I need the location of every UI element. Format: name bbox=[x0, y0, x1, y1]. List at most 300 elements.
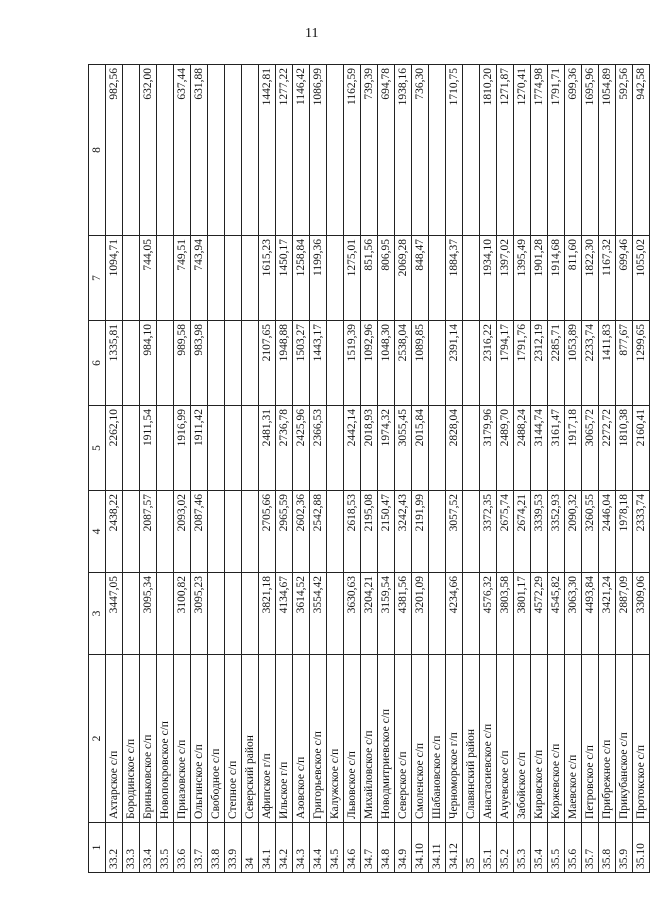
value-cell: 1442,81 bbox=[259, 65, 276, 236]
value-cell bbox=[242, 406, 259, 491]
row-number-cell: 33.4 bbox=[140, 823, 157, 873]
value-cell: 3614,52 bbox=[293, 573, 310, 655]
row-number-cell: 33.5 bbox=[157, 823, 174, 873]
rotated-table-wrapper bbox=[88, 65, 647, 873]
value-cell: 3242,43 bbox=[395, 491, 412, 573]
value-cell: 2015,84 bbox=[412, 406, 429, 491]
value-cell: 811,60 bbox=[565, 236, 582, 321]
value-cell: 2262,10 bbox=[106, 406, 123, 491]
column-header: 2 bbox=[89, 655, 106, 823]
row-number-cell: 35.3 bbox=[514, 823, 531, 873]
value-cell: 637,44 bbox=[174, 65, 191, 236]
value-cell: 1974,32 bbox=[378, 406, 395, 491]
value-cell: 2618,53 bbox=[344, 491, 361, 573]
value-cell bbox=[208, 321, 225, 406]
table-row bbox=[565, 65, 582, 873]
value-cell: 1258,84 bbox=[293, 236, 310, 321]
value-cell: 1048,30 bbox=[378, 321, 395, 406]
value-cell: 1914,68 bbox=[548, 236, 565, 321]
settlement-name-cell: Прикубанское с/п bbox=[616, 655, 633, 823]
value-cell: 744,05 bbox=[140, 236, 157, 321]
value-cell bbox=[429, 65, 446, 236]
value-cell: 2195,08 bbox=[361, 491, 378, 573]
table-row bbox=[361, 65, 378, 873]
value-cell: 877,67 bbox=[616, 321, 633, 406]
settlement-name-cell: Шабановское с/п bbox=[429, 655, 446, 823]
rotated-table-area bbox=[88, 65, 647, 873]
value-cell: 3161,47 bbox=[548, 406, 565, 491]
settlement-name-cell: Кировское с/п bbox=[531, 655, 548, 823]
value-cell: 1411,83 bbox=[599, 321, 616, 406]
value-cell: 3063,30 bbox=[565, 573, 582, 655]
value-cell: 699,46 bbox=[616, 236, 633, 321]
value-cell bbox=[242, 491, 259, 573]
table-row bbox=[395, 65, 412, 873]
row-number-cell: 33.3 bbox=[123, 823, 140, 873]
value-cell: 1167,32 bbox=[599, 236, 616, 321]
value-cell bbox=[429, 236, 446, 321]
value-cell bbox=[225, 236, 242, 321]
settlement-name-cell: Ильское г/п bbox=[276, 655, 293, 823]
value-cell: 1443,17 bbox=[310, 321, 327, 406]
value-cell: 1916,99 bbox=[174, 406, 191, 491]
settlement-name-cell: Черноморское г/п bbox=[446, 655, 463, 823]
row-number-cell: 34.9 bbox=[395, 823, 412, 873]
value-cell: 848,47 bbox=[412, 236, 429, 321]
value-cell bbox=[123, 406, 140, 491]
value-cell: 989,58 bbox=[174, 321, 191, 406]
value-cell: 632,00 bbox=[140, 65, 157, 236]
value-cell: 2489,70 bbox=[497, 406, 514, 491]
value-cell: 699,36 bbox=[565, 65, 582, 236]
value-cell: 1199,36 bbox=[310, 236, 327, 321]
value-cell: 1092,96 bbox=[361, 321, 378, 406]
value-cell: 2191,99 bbox=[412, 491, 429, 573]
value-cell bbox=[225, 406, 242, 491]
value-cell bbox=[208, 236, 225, 321]
value-cell: 739,39 bbox=[361, 65, 378, 236]
settlement-name-cell: Свободное с/п bbox=[208, 655, 225, 823]
value-cell: 1791,71 bbox=[548, 65, 565, 236]
value-cell bbox=[429, 406, 446, 491]
column-header: 8 bbox=[89, 65, 106, 236]
value-cell: 2093,02 bbox=[174, 491, 191, 573]
value-cell: 1794,17 bbox=[497, 321, 514, 406]
value-cell bbox=[225, 491, 242, 573]
settlement-name-cell: Михайловское с/п bbox=[361, 655, 378, 823]
value-cell: 2425,96 bbox=[293, 406, 310, 491]
value-cell: 2438,22 bbox=[106, 491, 123, 573]
value-cell: 4576,32 bbox=[480, 573, 497, 655]
value-cell: 2272,72 bbox=[599, 406, 616, 491]
value-cell: 2312,19 bbox=[531, 321, 548, 406]
value-cell: 1695,96 bbox=[582, 65, 599, 236]
table-row bbox=[480, 65, 497, 873]
value-cell: 592,56 bbox=[616, 65, 633, 236]
table-row bbox=[106, 65, 123, 873]
value-cell: 851,56 bbox=[361, 236, 378, 321]
value-cell: 1791,76 bbox=[514, 321, 531, 406]
value-cell: 1335,81 bbox=[106, 321, 123, 406]
settlement-name-cell: Новодмитриевское с/п bbox=[378, 655, 395, 823]
table-row bbox=[123, 65, 140, 873]
value-cell: 3803,58 bbox=[497, 573, 514, 655]
value-cell: 736,30 bbox=[412, 65, 429, 236]
settlement-name-cell: Бриньковское с/п bbox=[140, 655, 157, 823]
value-cell: 2538,04 bbox=[395, 321, 412, 406]
value-cell: 3095,23 bbox=[191, 573, 208, 655]
settlement-name-cell: Ольгинское с/п bbox=[191, 655, 208, 823]
value-cell: 3204,21 bbox=[361, 573, 378, 655]
value-cell: 1911,42 bbox=[191, 406, 208, 491]
value-cell: 1397,02 bbox=[497, 236, 514, 321]
value-cell bbox=[242, 65, 259, 236]
row-number-cell: 34.1 bbox=[259, 823, 276, 873]
value-cell: 1055,02 bbox=[633, 236, 650, 321]
value-cell bbox=[208, 65, 225, 236]
column-header: 5 bbox=[89, 406, 106, 491]
table-body bbox=[89, 65, 650, 873]
value-cell: 1146,42 bbox=[293, 65, 310, 236]
value-cell: 2481,31 bbox=[259, 406, 276, 491]
value-cell: 1934,10 bbox=[480, 236, 497, 321]
value-cell: 1054,89 bbox=[599, 65, 616, 236]
row-number-cell: 33.8 bbox=[208, 823, 225, 873]
value-cell: 1901,28 bbox=[531, 236, 548, 321]
row-number-cell: 35.9 bbox=[616, 823, 633, 873]
value-cell: 3179,96 bbox=[480, 406, 497, 491]
value-cell: 3352,93 bbox=[548, 491, 565, 573]
value-cell: 2285,71 bbox=[548, 321, 565, 406]
value-cell: 3055,45 bbox=[395, 406, 412, 491]
value-cell: 1277,22 bbox=[276, 65, 293, 236]
settlement-name-cell: Северское с/п bbox=[395, 655, 412, 823]
value-cell bbox=[242, 321, 259, 406]
value-cell: 3100,82 bbox=[174, 573, 191, 655]
column-header: 7 bbox=[89, 236, 106, 321]
value-cell bbox=[327, 321, 344, 406]
table-row bbox=[225, 65, 242, 873]
value-cell: 2316,22 bbox=[480, 321, 497, 406]
value-cell: 3421,24 bbox=[599, 573, 616, 655]
value-cell: 2965,59 bbox=[276, 491, 293, 573]
value-cell: 4572,29 bbox=[531, 573, 548, 655]
row-number-cell: 35.1 bbox=[480, 823, 497, 873]
value-cell: 3095,34 bbox=[140, 573, 157, 655]
row-number-cell: 35.7 bbox=[582, 823, 599, 873]
settlement-name-cell: Григорьевское с/п bbox=[310, 655, 327, 823]
value-cell: 1519,39 bbox=[344, 321, 361, 406]
row-number-cell: 35.10 bbox=[633, 823, 650, 873]
value-cell bbox=[242, 236, 259, 321]
value-cell: 749,51 bbox=[174, 236, 191, 321]
value-cell bbox=[208, 406, 225, 491]
table-row bbox=[616, 65, 633, 873]
value-cell: 982,56 bbox=[106, 65, 123, 236]
value-cell bbox=[429, 491, 446, 573]
table-row bbox=[633, 65, 650, 873]
value-cell bbox=[157, 236, 174, 321]
table-row bbox=[582, 65, 599, 873]
value-cell bbox=[463, 65, 480, 236]
value-cell: 1911,54 bbox=[140, 406, 157, 491]
value-cell: 3201,09 bbox=[412, 573, 429, 655]
value-cell: 2333,74 bbox=[633, 491, 650, 573]
value-cell: 2705,66 bbox=[259, 491, 276, 573]
value-cell: 1810,20 bbox=[480, 65, 497, 236]
settlement-name-cell: Забойское с/п bbox=[514, 655, 531, 823]
value-cell bbox=[327, 406, 344, 491]
value-cell bbox=[327, 236, 344, 321]
value-cell: 4545,82 bbox=[548, 573, 565, 655]
value-cell: 2542,88 bbox=[310, 491, 327, 573]
value-cell: 984,10 bbox=[140, 321, 157, 406]
value-cell: 2446,04 bbox=[599, 491, 616, 573]
value-cell bbox=[225, 321, 242, 406]
row-number-cell: 33.7 bbox=[191, 823, 208, 873]
value-cell: 2107,65 bbox=[259, 321, 276, 406]
row-number-cell: 35.5 bbox=[548, 823, 565, 873]
table-row bbox=[344, 65, 361, 873]
value-cell bbox=[123, 236, 140, 321]
table-row bbox=[174, 65, 191, 873]
value-cell: 1774,98 bbox=[531, 65, 548, 236]
row-number-cell: 35 bbox=[463, 823, 480, 873]
settlement-name-cell: Степное с/п bbox=[225, 655, 242, 823]
row-number-cell: 34.5 bbox=[327, 823, 344, 873]
table-row bbox=[259, 65, 276, 873]
value-cell: 2160,41 bbox=[633, 406, 650, 491]
settlement-name-cell: Протокское с/п bbox=[633, 655, 650, 823]
row-number-cell: 34.12 bbox=[446, 823, 463, 873]
value-cell bbox=[429, 573, 446, 655]
table-row bbox=[310, 65, 327, 873]
value-cell bbox=[157, 321, 174, 406]
settlement-name-cell: Приазовское с/п bbox=[174, 655, 191, 823]
row-number-cell: 35.6 bbox=[565, 823, 582, 873]
row-number-cell: 34.6 bbox=[344, 823, 361, 873]
value-cell: 3159,54 bbox=[378, 573, 395, 655]
value-cell: 4493,84 bbox=[582, 573, 599, 655]
row-number-cell: 34.3 bbox=[293, 823, 310, 873]
value-cell: 806,95 bbox=[378, 236, 395, 321]
settlement-name-cell: Смоленское с/п bbox=[412, 655, 429, 823]
value-cell: 2887,09 bbox=[616, 573, 633, 655]
value-cell: 3065,72 bbox=[582, 406, 599, 491]
value-cell bbox=[225, 65, 242, 236]
value-cell: 2675,74 bbox=[497, 491, 514, 573]
value-cell bbox=[327, 573, 344, 655]
row-number-cell: 33.6 bbox=[174, 823, 191, 873]
row-number-cell: 34.8 bbox=[378, 823, 395, 873]
value-cell bbox=[463, 321, 480, 406]
value-cell bbox=[242, 573, 259, 655]
value-cell: 1938,16 bbox=[395, 65, 412, 236]
value-cell: 2828,04 bbox=[446, 406, 463, 491]
value-cell: 3554,42 bbox=[310, 573, 327, 655]
value-cell bbox=[463, 406, 480, 491]
value-cell: 1299,65 bbox=[633, 321, 650, 406]
settlement-name-cell: Славянский район bbox=[463, 655, 480, 823]
value-cell: 1271,87 bbox=[497, 65, 514, 236]
settlement-name-cell: Ахтарское с/п bbox=[106, 655, 123, 823]
row-number-cell: 33.9 bbox=[225, 823, 242, 873]
value-cell bbox=[327, 491, 344, 573]
table-row bbox=[548, 65, 565, 873]
settlement-name-cell: Львовское с/п bbox=[344, 655, 361, 823]
value-cell: 743,94 bbox=[191, 236, 208, 321]
value-cell: 3309,06 bbox=[633, 573, 650, 655]
value-cell: 4134,67 bbox=[276, 573, 293, 655]
value-cell: 3057,52 bbox=[446, 491, 463, 573]
value-cell bbox=[157, 573, 174, 655]
value-cell: 1884,37 bbox=[446, 236, 463, 321]
row-number-cell: 34.10 bbox=[412, 823, 429, 873]
value-cell: 1089,85 bbox=[412, 321, 429, 406]
value-cell: 2233,74 bbox=[582, 321, 599, 406]
table-row bbox=[208, 65, 225, 873]
row-number-cell: 35.4 bbox=[531, 823, 548, 873]
value-cell: 1275,01 bbox=[344, 236, 361, 321]
settlement-name-cell: Калужское с/п bbox=[327, 655, 344, 823]
table-row bbox=[446, 65, 463, 873]
settlement-name-cell: Маевское с/п bbox=[565, 655, 582, 823]
value-cell: 631,88 bbox=[191, 65, 208, 236]
value-cell: 942,58 bbox=[633, 65, 650, 236]
page-number: 11 bbox=[305, 26, 319, 41]
value-cell: 2150,47 bbox=[378, 491, 395, 573]
table-row bbox=[327, 65, 344, 873]
value-cell: 3260,55 bbox=[582, 491, 599, 573]
value-cell bbox=[157, 491, 174, 573]
table-row bbox=[429, 65, 446, 873]
value-cell: 1810,38 bbox=[616, 406, 633, 491]
value-cell: 3801,17 bbox=[514, 573, 531, 655]
value-cell bbox=[463, 491, 480, 573]
value-cell: 2087,57 bbox=[140, 491, 157, 573]
value-cell: 3447,05 bbox=[106, 573, 123, 655]
value-cell bbox=[123, 65, 140, 236]
value-cell: 1270,41 bbox=[514, 65, 531, 236]
table-row bbox=[599, 65, 616, 873]
value-cell: 1094,71 bbox=[106, 236, 123, 321]
table-row bbox=[293, 65, 310, 873]
value-cell: 2602,36 bbox=[293, 491, 310, 573]
value-cell bbox=[429, 321, 446, 406]
value-cell: 2090,32 bbox=[565, 491, 582, 573]
row-number-cell: 34.11 bbox=[429, 823, 446, 873]
table-row bbox=[412, 65, 429, 873]
value-cell bbox=[225, 573, 242, 655]
value-cell: 1450,17 bbox=[276, 236, 293, 321]
settlement-name-cell: Коржевское с/п bbox=[548, 655, 565, 823]
value-cell bbox=[327, 65, 344, 236]
value-cell: 1162,59 bbox=[344, 65, 361, 236]
value-cell: 694,78 bbox=[378, 65, 395, 236]
value-cell bbox=[123, 321, 140, 406]
settlement-name-cell: Анастасиевское с/п bbox=[480, 655, 497, 823]
value-cell bbox=[463, 236, 480, 321]
table-row bbox=[531, 65, 548, 873]
value-cell: 2674,21 bbox=[514, 491, 531, 573]
column-header: 1 bbox=[89, 823, 106, 873]
value-cell: 1710,75 bbox=[446, 65, 463, 236]
row-number-cell: 34.4 bbox=[310, 823, 327, 873]
row-number-cell: 33.2 bbox=[106, 823, 123, 873]
row-number-cell: 35.2 bbox=[497, 823, 514, 873]
value-cell bbox=[463, 573, 480, 655]
value-cell: 2366,53 bbox=[310, 406, 327, 491]
value-cell: 1948,88 bbox=[276, 321, 293, 406]
value-cell: 1615,23 bbox=[259, 236, 276, 321]
value-cell: 1053,89 bbox=[565, 321, 582, 406]
value-cell: 3821,18 bbox=[259, 573, 276, 655]
column-header: 6 bbox=[89, 321, 106, 406]
value-cell: 1978,18 bbox=[616, 491, 633, 573]
settlement-name-cell: Прибрежное с/п bbox=[599, 655, 616, 823]
row-number-cell: 35.8 bbox=[599, 823, 616, 873]
value-cell bbox=[123, 491, 140, 573]
table-row bbox=[140, 65, 157, 873]
value-cell: 3372,35 bbox=[480, 491, 497, 573]
value-cell: 2087,46 bbox=[191, 491, 208, 573]
value-cell bbox=[157, 406, 174, 491]
table-header-row bbox=[89, 65, 106, 873]
value-cell bbox=[208, 573, 225, 655]
value-cell: 4381,56 bbox=[395, 573, 412, 655]
value-cell: 1917,18 bbox=[565, 406, 582, 491]
value-cell: 2391,14 bbox=[446, 321, 463, 406]
value-cell bbox=[123, 573, 140, 655]
row-number-cell: 34.2 bbox=[276, 823, 293, 873]
value-cell: 2736,78 bbox=[276, 406, 293, 491]
settlement-name-cell: Бородинское с/п bbox=[123, 655, 140, 823]
table-row bbox=[463, 65, 480, 873]
value-cell: 2442,14 bbox=[344, 406, 361, 491]
value-cell: 1822,30 bbox=[582, 236, 599, 321]
table-row bbox=[514, 65, 531, 873]
value-cell: 2069,28 bbox=[395, 236, 412, 321]
value-cell bbox=[157, 65, 174, 236]
value-cell: 4234,66 bbox=[446, 573, 463, 655]
settlement-name-cell: Новопокровское с/п bbox=[157, 655, 174, 823]
table-row bbox=[242, 65, 259, 873]
column-header: 4 bbox=[89, 491, 106, 573]
settlement-name-cell: Ачуевское с/п bbox=[497, 655, 514, 823]
value-cell bbox=[208, 491, 225, 573]
value-cell: 3630,63 bbox=[344, 573, 361, 655]
row-number-cell: 34.7 bbox=[361, 823, 378, 873]
settlement-name-cell: Петровское с/п bbox=[582, 655, 599, 823]
value-cell: 2018,93 bbox=[361, 406, 378, 491]
settlement-name-cell: Афипское г/п bbox=[259, 655, 276, 823]
data-table bbox=[88, 64, 650, 873]
table-row bbox=[276, 65, 293, 873]
value-cell: 1086,99 bbox=[310, 65, 327, 236]
table-row bbox=[378, 65, 395, 873]
value-cell: 1395,49 bbox=[514, 236, 531, 321]
table-row bbox=[497, 65, 514, 873]
row-number-cell: 34 bbox=[242, 823, 259, 873]
settlement-name-cell: Северский район bbox=[242, 655, 259, 823]
value-cell: 2488,24 bbox=[514, 406, 531, 491]
value-cell: 983,98 bbox=[191, 321, 208, 406]
table-row bbox=[191, 65, 208, 873]
table-row bbox=[157, 65, 174, 873]
value-cell: 3339,53 bbox=[531, 491, 548, 573]
value-cell: 3144,74 bbox=[531, 406, 548, 491]
settlement-name-cell: Азовское с/п bbox=[293, 655, 310, 823]
